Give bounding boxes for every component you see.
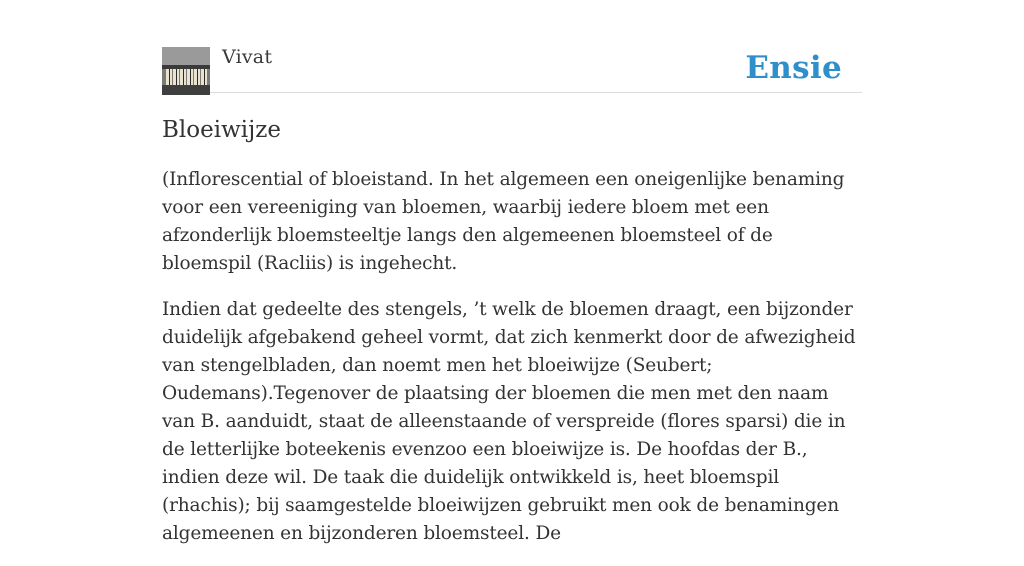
brand-logo[interactable]: Ensie	[745, 50, 842, 86]
bookshelf-avatar-icon	[162, 47, 210, 95]
article-paragraph: Indien dat gedeelte des stengels, ’t welk de bloemen draagt, een bijzonder duidelijk afgebakend geheel vormt, dat zich kenmerkt door de afwezigheid van stengelbladen, dan noemt men het bloeiwijze (Seubert; Oudemans).Tegenover de plaatsing der bloemen die men met den naam van B. aanduidt, staat de alleenstaande of verspreide (flores sparsi) die in de letterlijke boteekenis evenzoo een bloeiwijze is. De hoofdas der B., indien deze wil. De taak die duidelijk ontwikkeld is, heet bloemspil (rhachis); bij saamgestelde bloeiwijzen gebruikt men ook de benamingen algemeenen en bijzonderen bloemsteel. De	[162, 299, 856, 544]
author-name[interactable]: Vivat	[222, 46, 273, 68]
avatar[interactable]	[162, 47, 210, 95]
page	[162, 0, 862, 566]
article-title: Bloeiwijze	[162, 117, 281, 143]
article-body	[162, 166, 862, 548]
header	[162, 0, 862, 93]
article-paragraph: (Inflorescential of bloeistand. In het algemeen een oneigenlijke benaming voor een vereeniging van bloemen, waarbij iedere bloem met een afzonderlijk bloemsteeltje langs den algemeenen bloemsteel of de bloemspil (Racliis) is ingehecht.	[162, 169, 845, 274]
